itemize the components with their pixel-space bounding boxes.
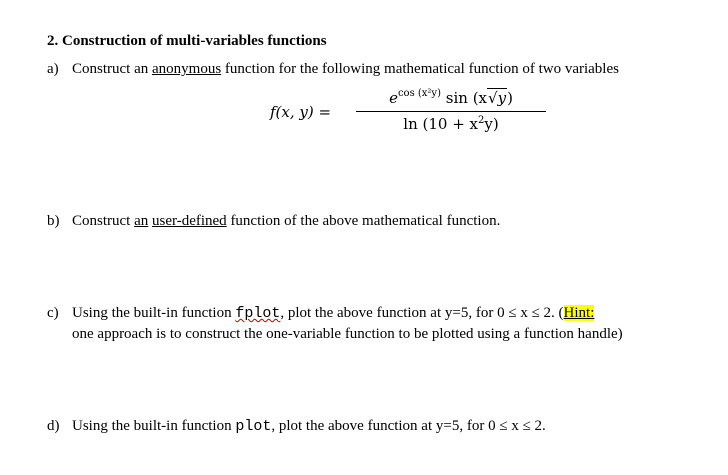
question-c-text-mid: , plot the above function at y=5, for 0 ≤ x ≤ 2. ( [280,305,564,321]
formula-lhs: f(x, y) = [270,103,332,121]
section-title: 2. Construction of multi-variables functions [47,33,327,49]
question-b-an: an [134,213,149,229]
question-b-label: b) [47,213,60,229]
question-c [47,305,594,322]
question-c-label: c) [47,305,59,321]
question-a-text-post: function for the following mathematical function of two variables [221,61,619,77]
formula-numerator: $e^{cos (x^2y)}$ sin (x√y) [389,88,513,107]
sqrt-symbol: √y [488,89,507,107]
question-c-text-pre: Using the built-in function [72,305,236,321]
question-b-text-pre: Construct [72,213,135,229]
question-a-text-pre: Construct an [72,61,152,77]
question-d-label: d) [47,418,60,434]
question-d-code: plot [235,418,272,435]
question-d-text-pre: Using the built-in function [72,418,236,434]
question-c-code: fplot [235,305,281,322]
question-d [47,418,546,435]
formula-denominator: $\ln (10 + x^2y)$ [403,115,499,133]
question-c-hint: Hint: [563,305,595,321]
question-b-underlined-word: user-defined [152,213,227,229]
question-a-label: a) [47,61,59,77]
question-a [47,61,619,78]
question-b [47,213,500,230]
question-d-text-post: , plot the above function at y=5, for 0 ≤ x ≤ 2. [271,418,546,434]
fraction-bar [356,111,546,112]
question-a-underlined-word: anonymous [152,61,222,77]
question-c-line2: one approach is to construct the one-variable function to be plotted using a function handle) [72,326,623,342]
question-b-text-post: function of the above mathematical function. [226,213,501,229]
